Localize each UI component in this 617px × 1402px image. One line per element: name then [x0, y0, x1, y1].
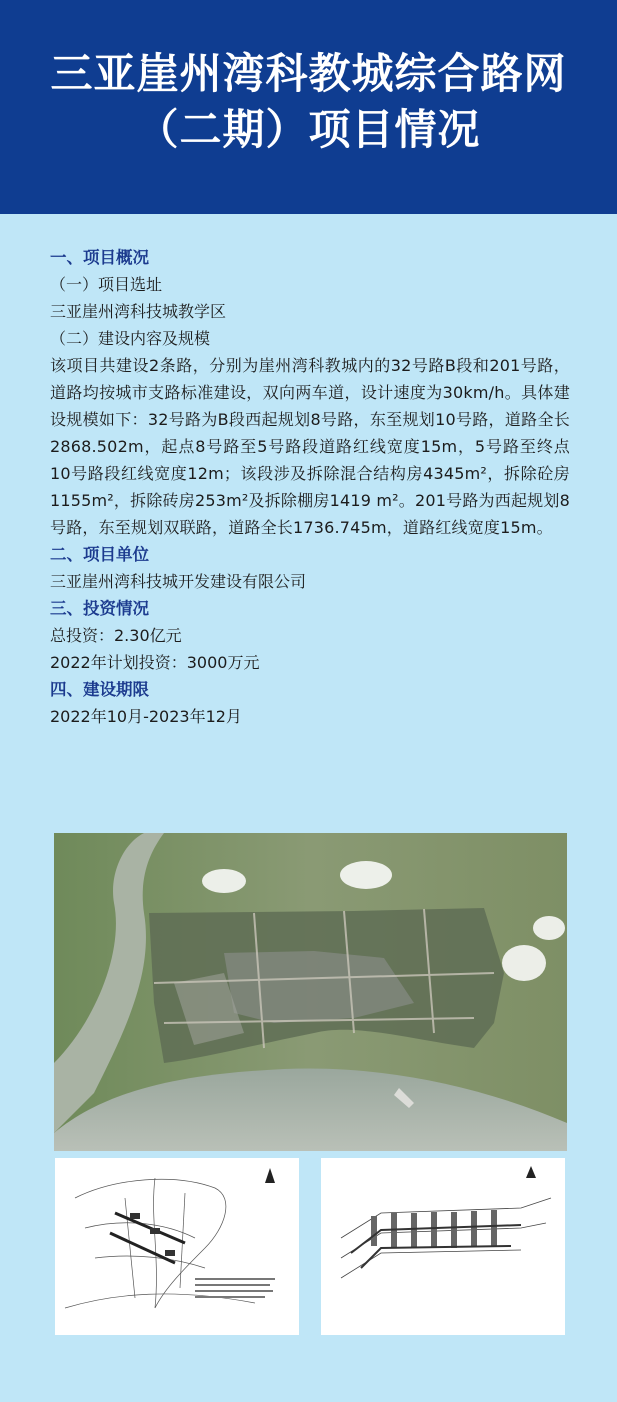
- planned-investment: 2022年计划投资：3000万元: [50, 653, 260, 672]
- title-banner: [0, 0, 617, 214]
- road-layout-plan: [321, 1158, 565, 1335]
- page-title: [0, 46, 617, 158]
- total-investment: 总投资：2.30亿元: [50, 626, 182, 645]
- location-text: 三亚崖州湾科技城教学区: [50, 302, 227, 321]
- subheading-location: （一）项目选址: [50, 275, 163, 294]
- unit-text: 三亚崖州湾科技城开发建设有限公司: [50, 572, 307, 591]
- subheading-scope: （二）建设内容及规模: [50, 329, 211, 348]
- section-heading-unit: 二、项目单位: [50, 545, 149, 564]
- location-plan-map: [55, 1158, 299, 1335]
- period-text: 2022年10月-2023年12月: [50, 707, 242, 726]
- title-line-2: （二期）项目情况: [136, 105, 481, 154]
- section-heading-overview: 一、项目概况: [50, 248, 149, 267]
- title-line-1: 三亚崖州湾科教城综合路网: [50, 49, 567, 98]
- project-info: [50, 244, 570, 730]
- section-heading-period: 四、建设期限: [50, 680, 149, 699]
- section-heading-investment: 三、投资情况: [50, 599, 149, 618]
- scope-description: 该项目共建设2条路，分别为崖州湾科教城内的32号路B段和201号路，道路均按城市支路标准建设，双向两车道，设计速度为30km/h。具体建设规模如下：32号路为B段西起规划8号路，东至规划10号路，道路全长2868.502m，起点8号路至5号路段道路红线宽度15m，5号路至终点10号路段红线宽度12m；该段涉及拆除混合结构房4345m²，拆除砼房1155m²，拆除砖房253m²及拆除棚房1419 m²。201号路为西起规划8号路，东至规划双联路，道路全长1736.745m，道路红线宽度15m。: [50, 356, 570, 537]
- aerial-photo: [54, 833, 567, 1151]
